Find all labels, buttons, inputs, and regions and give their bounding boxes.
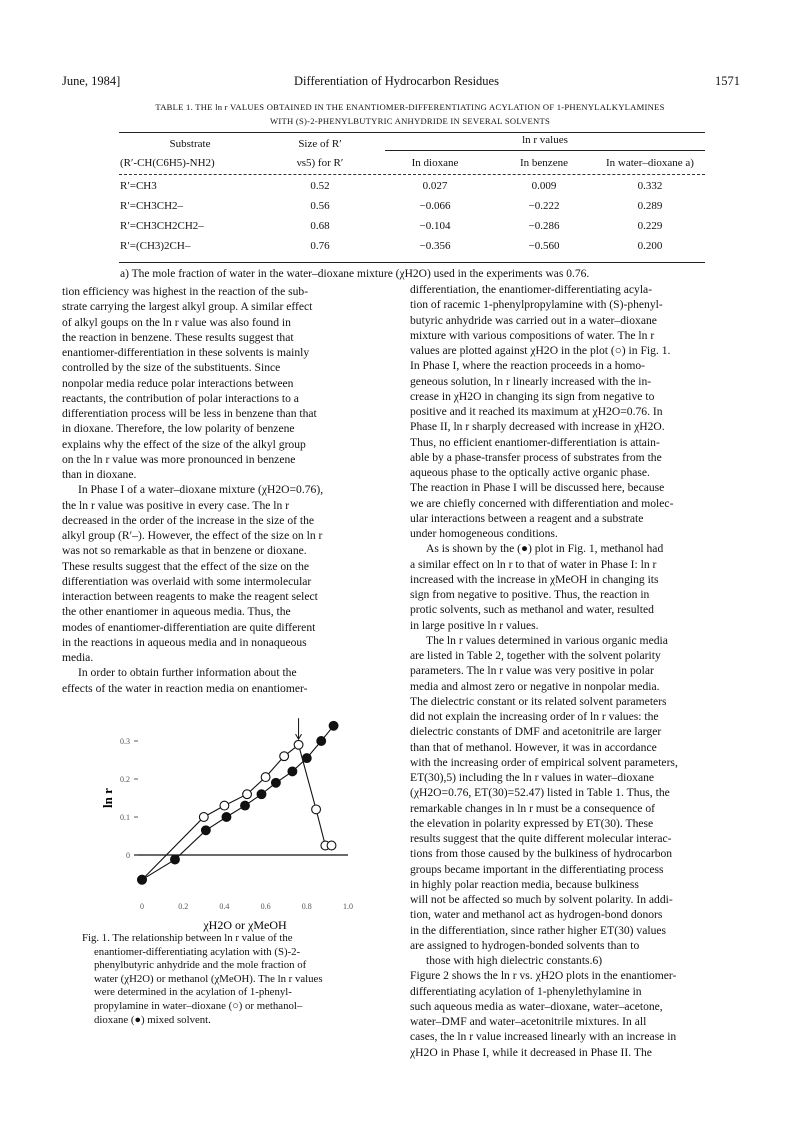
text-line: on the ln r value was more pronounced in benzene: [62, 452, 296, 466]
table-cell-dioxane: 0.027: [422, 180, 448, 192]
text-line: crease in χH2O in changing its sign from negative to: [410, 389, 655, 403]
th-size: Size of R′: [298, 138, 342, 150]
text-line: aqueous phase to the optically active organic phase.: [410, 466, 650, 479]
filled-circle-point: [171, 855, 180, 864]
filled-circle-point: [329, 721, 338, 730]
text-line: a similar effect on ln r to that of water in Phase I: ln r: [410, 557, 657, 571]
right-column-text: [410, 282, 730, 1060]
methanol-dioxane-line: [142, 726, 334, 880]
x-tick-label: 0.6: [260, 902, 271, 911]
table-cell-water: 0.200: [637, 240, 663, 252]
open-circle-point: [261, 773, 270, 782]
th-size-param: νs5) for R′: [296, 157, 344, 169]
table-cell-benzene: −0.286: [528, 220, 560, 232]
text-line: able by a phase-transfer process of substrates from the: [410, 450, 662, 464]
text-line: tion, water and methanol act as hydrogen-bond donors: [410, 908, 663, 922]
text-line: sign from negative to positive. Thus, the reaction in: [410, 588, 650, 601]
text-line: in the differentiation, since rather higher ET(30) values: [410, 923, 667, 937]
table-lnr-rule: [385, 150, 705, 151]
text-line: differentiation was overlaid with some intermolecular: [62, 574, 312, 588]
text-line: water–DMF and water–acetonitrile mixtures. In all: [410, 1015, 647, 1028]
table-cell-benzene: −0.222: [528, 200, 560, 212]
text-line: than in dioxane.: [62, 468, 137, 481]
text-line: values are plotted against χH2O in the plot (○) in Fig. 1.: [410, 344, 671, 357]
text-line: with the increasing order of empirical solvent parameters,: [410, 755, 678, 769]
x-tick-label: 0.4: [219, 902, 230, 911]
x-tick-label: 0.2: [178, 902, 189, 911]
y-axis-label: ln r: [100, 788, 115, 808]
left-column-text: [62, 284, 387, 696]
caption-line: dioxane (●) mixed solvent.: [94, 1013, 211, 1026]
caption-line: enantiomer-differentiating acylation with (S)-2-: [94, 945, 301, 958]
table-cell-sub: R′=CH3: [120, 180, 157, 192]
caption-line: were determined in the acylation of 1-phenyl-: [94, 986, 292, 999]
text-line: interaction between reagents to make the reagent select: [62, 590, 318, 603]
text-line: will not be affected so much by solvent polarity. In addi-: [410, 893, 673, 906]
table-cell-dioxane: −0.066: [419, 200, 451, 212]
text-line: differentiation, the enantiomer-differentiating acyla-: [410, 283, 653, 296]
text-line: Figure 2 shows the ln r vs. χH2O plots in the enantiomer-: [410, 969, 677, 983]
text-line: Phase II, ln r sharply decreased with increase in χH2O.: [410, 420, 665, 434]
running-header-title: Differentiation of Hydrocarbon Residues: [294, 74, 499, 88]
text-line: reactants, the contribution of polar interactions to a: [62, 391, 299, 405]
x-axis-label: χH2O or χMeOH: [203, 918, 287, 932]
table-cell-sub: R′=(CH3)2CH–: [120, 240, 191, 252]
th-dioxane: In dioxane: [411, 157, 459, 169]
text-line: The reaction in Phase I will be discussed here, because: [410, 481, 665, 495]
table-caption-line1: TABLE 1. THE ln r VALUES OBTAINED IN THE ENANTIOMER-DIFFERENTIATING ACYLATION OF 1-PHENYLALKYLAMINES: [155, 102, 665, 112]
table-caption-line2: WITH (S)-2-PHENYLBUTYRIC ANHYDRIDE IN SEVERAL SOLVENTS: [270, 116, 550, 126]
text-line: in the reactions in aqueous media and in nonaqueous: [62, 635, 307, 649]
text-line: In Phase I, where the reaction proceeds in a homo-: [410, 359, 646, 373]
text-line: positive and it reached its maximum at χH2O=0.76. In: [410, 405, 663, 418]
caption-line: water (χH2O) or methanol (χMeOH). The ln r values: [94, 972, 323, 985]
filled-circle-point: [288, 767, 297, 776]
text-line: The ln r values determined in various organic media: [426, 633, 668, 647]
text-line: protic solvents, such as methanol and water, resulted: [410, 603, 654, 617]
text-line: (χH2O=0.76, ET(30)=52.47) listed in Table 1. Thus, the: [410, 786, 670, 800]
table-cell-water: 0.332: [637, 180, 663, 192]
text-line: dielectric constants of DMF and acetonitrile are larger: [410, 725, 662, 739]
filled-circle-point: [317, 737, 326, 746]
table-cell-water: 0.289: [637, 200, 663, 212]
table-head-rule: [119, 174, 705, 175]
page-number: 1571: [715, 74, 740, 88]
text-line: increased with the increase in χMeOH in changing its: [410, 572, 659, 586]
table-bottom-rule: [119, 262, 705, 263]
open-circle-point: [243, 790, 252, 799]
caption-line: propylamine in water–dioxane (○) or methanol–: [94, 999, 303, 1012]
y-tick-label: 0.1: [120, 813, 130, 822]
text-line: the ln r value was positive in every case. The ln r: [62, 498, 290, 512]
text-line: in large positive ln r values.: [410, 618, 539, 632]
th-water-dioxane: In water–dioxane a): [606, 157, 694, 169]
table-cell-size: 0.56: [310, 200, 330, 212]
filled-circle-point: [201, 826, 210, 835]
caption-line: phenylbutyric anhydride and the mole fraction of: [94, 959, 307, 972]
text-line: the elevation in polarity expressed by ET(30). These: [410, 816, 654, 830]
figure-1-chart: [90, 695, 385, 935]
text-line: strate carrying the largest alkyl group. A similar effect: [62, 300, 313, 314]
filled-circle-point: [241, 801, 250, 810]
open-circle-point: [220, 801, 229, 810]
text-line: than that of methanol. However, it was in accordance: [410, 740, 657, 754]
text-line: differentiating acylation of 1-phenylethylamine in: [410, 984, 642, 998]
text-line: tion of racemic 1-phenylpropylamine with (S)-phenyl-: [410, 298, 663, 312]
table-caption: [110, 100, 710, 128]
th-substrate-formula: (R′-CH(C6H5)-NH2): [120, 157, 215, 169]
text-line: was not so remarkable as that in benzene or dioxane.: [62, 544, 307, 558]
text-line: effects of the water in reaction media on enantiomer-: [62, 681, 308, 695]
text-line: such aqueous media as water–dioxane, water–acetone,: [410, 999, 663, 1013]
text-line: geneous solution, ln r linearly increased with the in-: [410, 374, 652, 388]
filled-circle-point: [222, 813, 231, 822]
text-line: χH2O in Phase I, while it decreased in Phase II. The: [410, 1045, 652, 1059]
open-circle-point: [280, 752, 289, 761]
text-line: media and almost zero or negative in nonpolar media.: [410, 679, 660, 693]
y-tick-label: 0.2: [120, 775, 130, 784]
table-cell-benzene: 0.009: [531, 180, 557, 192]
filled-circle-point: [272, 778, 281, 787]
text-line: differentiation process will be less in benzene than that: [62, 407, 317, 420]
text-line: mixture with various compositions of water. The ln r: [410, 328, 655, 342]
table-cell-water: 0.229: [637, 220, 663, 232]
x-tick-label: 0: [140, 902, 144, 911]
text-line: groups became important in the differentiating process: [410, 862, 664, 876]
x-tick-label: 1.0: [343, 902, 353, 911]
text-line: in highly polar reaction media, because bulkiness: [410, 877, 639, 891]
text-line: are assigned to hydrogen-bonded solvents than to: [410, 938, 640, 952]
text-line: remarkable changes in ln r must be a consequence of: [410, 801, 655, 815]
running-header-date: June, 1984]: [62, 74, 121, 88]
text-line: These results suggest that the effect of the size on the: [62, 559, 310, 573]
table-footnote: a) The mole fraction of water in the water–dioxane mixture (χH2O) used in the experiments was 0.76.: [120, 268, 590, 280]
text-line: As is shown by the (●) plot in Fig. 1, methanol had: [426, 542, 664, 556]
text-line: of alkyl goups on the ln r value was also found in: [62, 315, 291, 329]
text-line: tion efficiency was highest in the reaction of the sub-: [62, 285, 309, 298]
text-line: under homogeneous conditions.: [410, 527, 558, 540]
text-line: the other enantiomer in aqueous media. Thus, the: [62, 605, 291, 619]
text-line: ular interactions between a reagent and a substrate: [410, 511, 644, 525]
text-line: the reaction in benzene. These results suggest that: [62, 330, 294, 344]
text-line: In order to obtain further information about the: [78, 666, 297, 680]
y-tick-label: 0.3: [120, 737, 130, 746]
table-cell-dioxane: −0.104: [419, 220, 451, 232]
open-circle-point: [312, 805, 321, 814]
text-line: tions from those caused by the bulkiness of hydrocarbon: [410, 847, 673, 861]
table-cell-size: 0.68: [310, 220, 330, 232]
text-line: those with high dielectric constants.6): [426, 954, 603, 967]
x-tick-label: 0.8: [301, 902, 312, 911]
text-line: controlled by the size of the substituents. Since: [62, 361, 281, 375]
text-line: cases, the ln r value increased linearly with an increase in: [410, 1030, 677, 1044]
text-line: Thus, no efficient enantiomer-differentiation is attain-: [410, 435, 660, 449]
text-line: alkyl group (R′–). However, the effect of the size on ln r: [62, 529, 323, 542]
text-line: decreased in the order of the increase in the size of the: [62, 513, 315, 527]
table-cell-size: 0.76: [310, 240, 330, 252]
open-circle-point: [294, 740, 303, 749]
table-cell-benzene: −0.560: [528, 240, 560, 252]
open-circle-point: [327, 841, 336, 850]
text-line: butyric anhydride was carried out in a water–dioxane: [410, 313, 657, 327]
filled-circle-point: [302, 754, 311, 763]
filled-circle-point: [138, 875, 147, 884]
text-line: ET(30),5) including the ln r values in water–dioxane: [410, 771, 655, 784]
filled-circle-point: [257, 790, 266, 799]
table-cell-sub: R′=CH3CH2CH2–: [120, 220, 204, 232]
text-line: modes of enantiomer-differentiation are quite different: [62, 620, 316, 634]
text-line: In Phase I of a water–dioxane mixture (χH2O=0.76),: [78, 483, 324, 497]
text-line: enantiomer-differentiation in these solvents is mainly: [62, 346, 310, 359]
text-line: we are chiefly concerned with differentiation and molec-: [410, 496, 674, 510]
table-cell-size: 0.52: [310, 180, 330, 192]
y-tick-label: 0: [126, 851, 130, 860]
text-line: nonpolar media reduce polar interactions between: [62, 376, 294, 390]
th-lnr: ln r values: [522, 134, 568, 146]
text-line: are listed in Table 2, together with the solvent polarity: [410, 649, 661, 662]
text-line: results suggest that the quite different molecular interac-: [410, 832, 672, 845]
text-line: parameters. The ln r value was very positive in polar: [410, 664, 654, 678]
text-line: The dielectric constant or its related solvent parameters: [410, 694, 667, 708]
text-line: in dioxane. Therefore, the low polarity of benzene: [62, 422, 295, 436]
th-substrate: Substrate: [169, 138, 211, 150]
open-circle-point: [199, 813, 208, 822]
figure-1-caption: [82, 932, 374, 1027]
table-cell-dioxane: −0.356: [419, 240, 451, 252]
th-benzene: In benzene: [520, 157, 568, 169]
text-line: did not explain the increasing order of ln r values: the: [410, 710, 659, 723]
table-top-rule: [119, 132, 705, 133]
text-line: media.: [62, 651, 94, 664]
text-line: explains why the effect of the size of the alkyl group: [62, 437, 306, 451]
table-cell-sub: R′=CH3CH2–: [120, 200, 184, 212]
caption-line: Fig. 1. The relationship between ln r value of the: [82, 932, 293, 944]
